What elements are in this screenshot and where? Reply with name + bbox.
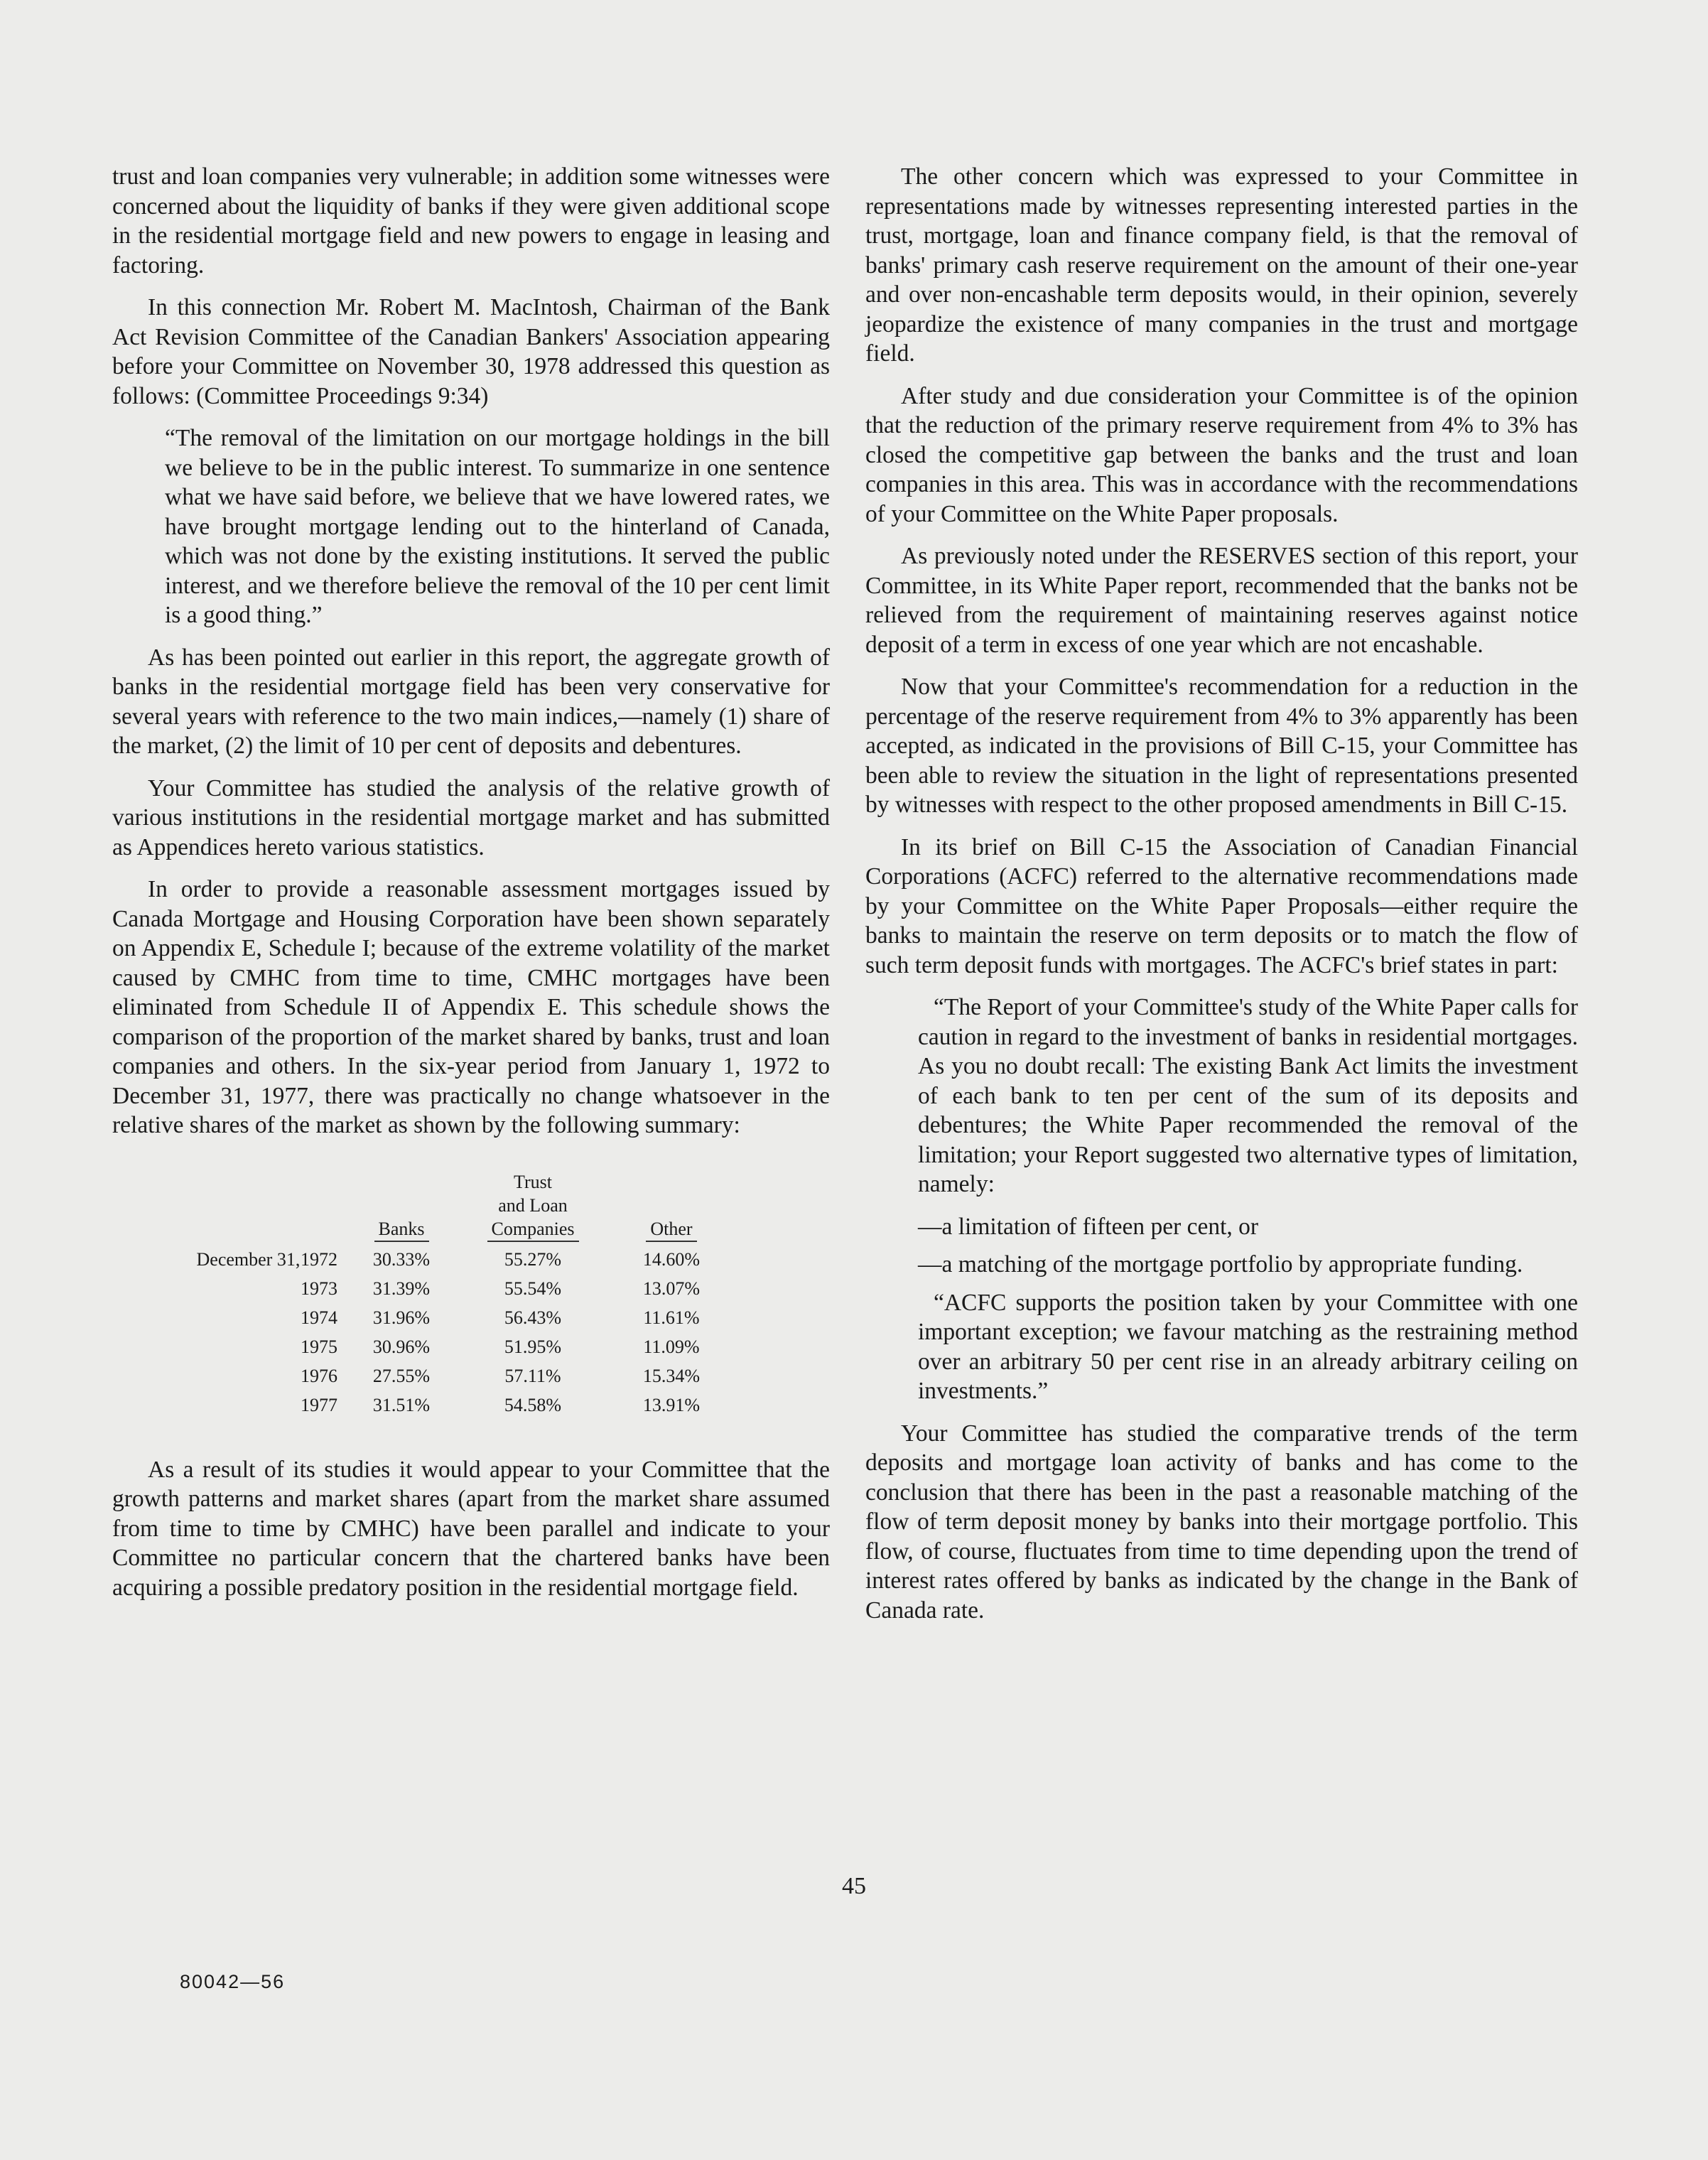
row-date: 1975: [301, 1336, 337, 1357]
paragraph: In order to provide a reasonable assessment mortgages issued by Canada Mortgage and Housing Corporation have been shown separately on Appendix E, Schedule I; because of the extreme volatility of the market caused by CMHC from time to time, CMHC mortgages have been eliminated from Schedule II of Appendix E. This schedule shows the comparison of the proportion of the market shared by banks, trust and loan companies and others. In the six-year period from January 1, 1972 to December 31, 1977, there was practically no change whatsoever in the relative shares of the market as shown by the following summary:: [112, 876, 830, 1138]
trust-cell: 57.11%: [504, 1365, 561, 1386]
paragraph: Now that your Committee's recommendation for a reduction in the percentage of the reserve requirement from 4% to 3% apparently has been accepted, as indicated in the provisions of Bill C-15, your Committee has been able to review the situation in the light of representations presented by witnesses with respect to the other proposed amendments in Bill C-15.: [865, 674, 1578, 818]
banks-cell: 31.96%: [372, 1307, 431, 1328]
paragraph: In its brief on Bill C-15 the Association of Canadian Financial Corporations (ACFC) referred to the alternative recommendations made by your Committee on the White Paper Proposals—either require the banks to maintain the reserve on term deposits or to match the flow of such term deposit funds with mortgages. The ACFC's brief states in part:: [865, 833, 1578, 978]
row-date: December 31, 1972: [196, 1248, 337, 1270]
page-number: 45: [842, 1873, 866, 1899]
banks-cell: 27.55%: [372, 1365, 431, 1386]
trust-cell: 51.95%: [504, 1336, 562, 1357]
other-cell: 11.61%: [643, 1307, 700, 1328]
market-share-table: [121, 1170, 742, 1420]
trust-cell: 55.54%: [504, 1278, 562, 1299]
paragraph: As has been pointed out earlier in this report, the aggregate growth of banks in the residential mortgage field has been very conservative for several years with reference to the two main indices,—namely (1) share of the market, (2) the limit of 10 per cent of deposits and debentures.: [112, 644, 830, 759]
table-row: [121, 1303, 742, 1332]
row-date: 1977: [301, 1394, 337, 1415]
table-row: [121, 1390, 742, 1420]
table-row: [121, 1332, 742, 1361]
paragraph: After study and due consideration your Committee is of the opinion that the reduction of the primary reserve requirement from 4% to 3% has closed the competitive gap between the banks and the trust and loan companies in this area. This was in accordance with the recommendations of your Committee on the White Paper proposals.: [865, 382, 1578, 527]
other-cell: 11.09%: [643, 1336, 700, 1357]
other-cell: 15.34%: [642, 1365, 701, 1386]
paragraph: As previously noted under the RESERVES section of this report, your Committee, in its White Paper report, recommended that the banks not be relieved from the requirement of maintaining reserves against notice deposit of a term in excess of one year which are not encashable.: [865, 543, 1578, 658]
paragraph: As a result of its studies it would appear to your Committee that the growth patterns and market shares (apart from the market share assumed from time to time by CMHC) have been parallel and indicate to your Committee no particular concern that the chartered banks have been acquiring a possible predatory position in the residential mortgage field.: [112, 1456, 830, 1601]
banks-cell: 31.51%: [372, 1394, 431, 1415]
other-cell: 13.07%: [642, 1278, 701, 1299]
trust-cell: 54.58%: [504, 1394, 562, 1415]
row-date: 1976: [301, 1365, 337, 1386]
paragraph: Your Committee has studied the analysis of the relative growth of various institutions in the residential mortgage market and has submitted as Appendices hereto various statistics.: [112, 774, 830, 860]
trust-cell: 56.43%: [504, 1307, 562, 1328]
banks-cell: 31.39%: [372, 1278, 431, 1299]
block-quote: “The Report of your Committee's study of the White Paper calls for caution in regard to the investment of banks in residential mortgages. As you no doubt recall: The existing Bank Act limits the investment of each bank to ten per cent of the sum of its deposits and debentures; the White Paper recommended the removal of the limitation; your Report suggested two alternative types of limitation, namely:: [918, 994, 1578, 1197]
dash-item: —a matching of the mortgage portfolio by appropriate funding.: [918, 1251, 1523, 1278]
row-date: 1973: [301, 1278, 337, 1299]
blank-header: [121, 1170, 337, 1245]
other-cell: 14.60%: [642, 1248, 701, 1270]
right-column: [865, 162, 1578, 1638]
block-quote: “ACFC supports the position taken by your Committee with one important exception; we favour matching as the restraining method over an arbitrary 50 per cent rise in an already arbitrary ceiling on investments.”: [918, 1289, 1578, 1404]
banks-cell: 30.96%: [372, 1336, 431, 1357]
block-quote: “The removal of the limitation on our mortgage holdings in the bill we believe to be in the public interest. To summarize in one sentence what we have said before, we believe that we have lowered rates, we have brought mortgage lending out to the hinterland of Canada, which was not done by the existing institutions. It served the public interest, and we therefore believe the removal of the 10 per cent limit is a good thing.”: [165, 425, 830, 628]
trust-header: Trust and Loan Companies: [465, 1170, 600, 1245]
row-date: 1974: [301, 1307, 337, 1328]
paragraph: trust and loan companies very vulnerable; in addition some witnesses were concerned about the liquidity of banks if they were given additional scope in the residential mortgage field and new powers to engage in leasing and factoring.: [112, 163, 830, 279]
table-row: [121, 1361, 742, 1390]
other-header: Other: [600, 1170, 742, 1245]
trust-cell: 55.27%: [504, 1248, 562, 1270]
table-header-row: [121, 1170, 742, 1245]
paragraph: Your Committee has studied the comparative trends of the term deposits and mortgage loan activity of banks and has come to the conclusion that there has been in the past a reasonable matching of the flow of term deposit money by banks into their mortgage portfolio. This flow, of course, fluctuates from time to time depending upon the trend of interest rates offered by banks as indicated by the change in the Bank of Canada rate.: [865, 1420, 1578, 1624]
banks-cell: 30.33%: [372, 1248, 431, 1270]
paragraph: In this connection Mr. Robert M. MacIntosh, Chairman of the Bank Act Revision Committee of the Canadian Bankers' Association appearing before your Committee on November 30, 1978 addressed this question as follows: (Committee Proceedings 9:34): [112, 294, 830, 409]
dash-item: —a limitation of fifteen per cent, or: [918, 1213, 1259, 1240]
paragraph: The other concern which was expressed to your Committee in representations made by witnesses representing interested parties in the trust, mortgage, loan and finance company field, is that the removal of banks' primary cash reserve requirement on the amount of their one-year and over non-encashable term deposits would, in their opinion, severely jeopardize the existence of many companies in the trust and mortgage field.: [865, 163, 1578, 367]
banks-header: Banks: [337, 1170, 465, 1245]
footer-code: 80042—56: [180, 1971, 286, 1992]
left-column: [112, 162, 830, 1615]
other-cell: 13.91%: [642, 1394, 701, 1415]
table-row: [121, 1245, 742, 1274]
table-row: [121, 1274, 742, 1303]
